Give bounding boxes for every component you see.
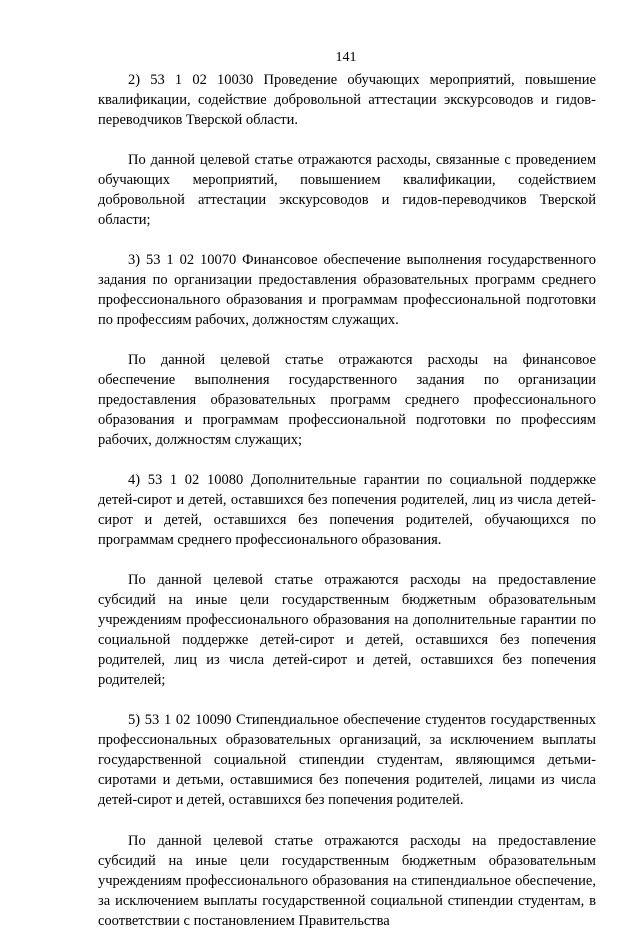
page-number: 141 [335, 50, 357, 65]
paragraph-description-2: По данной целевой статье отражаются расходы, связанные с проведением обучающих мероприятий, повышением квалификации, содействием добровольной аттестации экскурсоводов и гидов-переводчиков Тверской области; [98, 152, 596, 228]
paragraph-description-3: По данной целевой статье отражаются расходы на финансовое обеспечение выполнения государственного задания по организации предоставления образовательных программ среднего профессионального образования и программам профессиональной подготовки по профессиям рабочих, должностям служащих; [98, 352, 596, 448]
paragraph-description-4: По данной целевой статье отражаются расходы на предоставление субсидий на иные цели государственным бюджетным образовательным учреждениям профессионального образования на дополнительные гарантии по социальной поддержке детей-сирот и детей, оставшихся без попечения родителей, лиц из числа детей-сирот и детей, оставшихся без попечения родителей; [98, 572, 596, 688]
paragraph-description-5: По данной целевой статье отражаются расходы на предоставление субсидий на иные цели государственным бюджетным образовательным учреждениям профессионального образования на стипендиальное обеспечение, за исключением выплаты государственной социальной стипендии студентам, в соответствии с постановлением Правительства [98, 833, 596, 929]
paragraph-item-3: 3) 53 1 02 10070 Финансовое обеспечение выполнения государственного задания по организации предоставления образовательных программ среднего профессионального образования и программам профессиональной подготовки по профессиям рабочих, должностям служащих. [98, 252, 596, 328]
paragraph-item-2: 2) 53 1 02 10030 Проведение обучающих мероприятий, повышение квалификации, содействие добровольной аттестации экскурсоводов и гидов-переводчиков Тверской области. [98, 72, 596, 128]
document-body [98, 70, 596, 931]
paragraph-item-5: 5) 53 1 02 10090 Стипендиальное обеспечение студентов государственных профессиональных образовательных организаций, за исключением выплаты государственной социальной стипендии студентам, являющимся детьми-сиротами и детьми, оставшимися без попечения родителей, лицами из числа детей-сирот и детей, оставшихся без попечения родителей. [98, 712, 596, 808]
paragraph-item-4: 4) 53 1 02 10080 Дополнительные гарантии по социальной поддержке детей-сирот и детей, оставшихся без попечения родителей, лиц из числа детей-сирот и детей, оставшихся без попечения родителей, обучающихся по программам среднего профессионального образования. [98, 472, 596, 548]
